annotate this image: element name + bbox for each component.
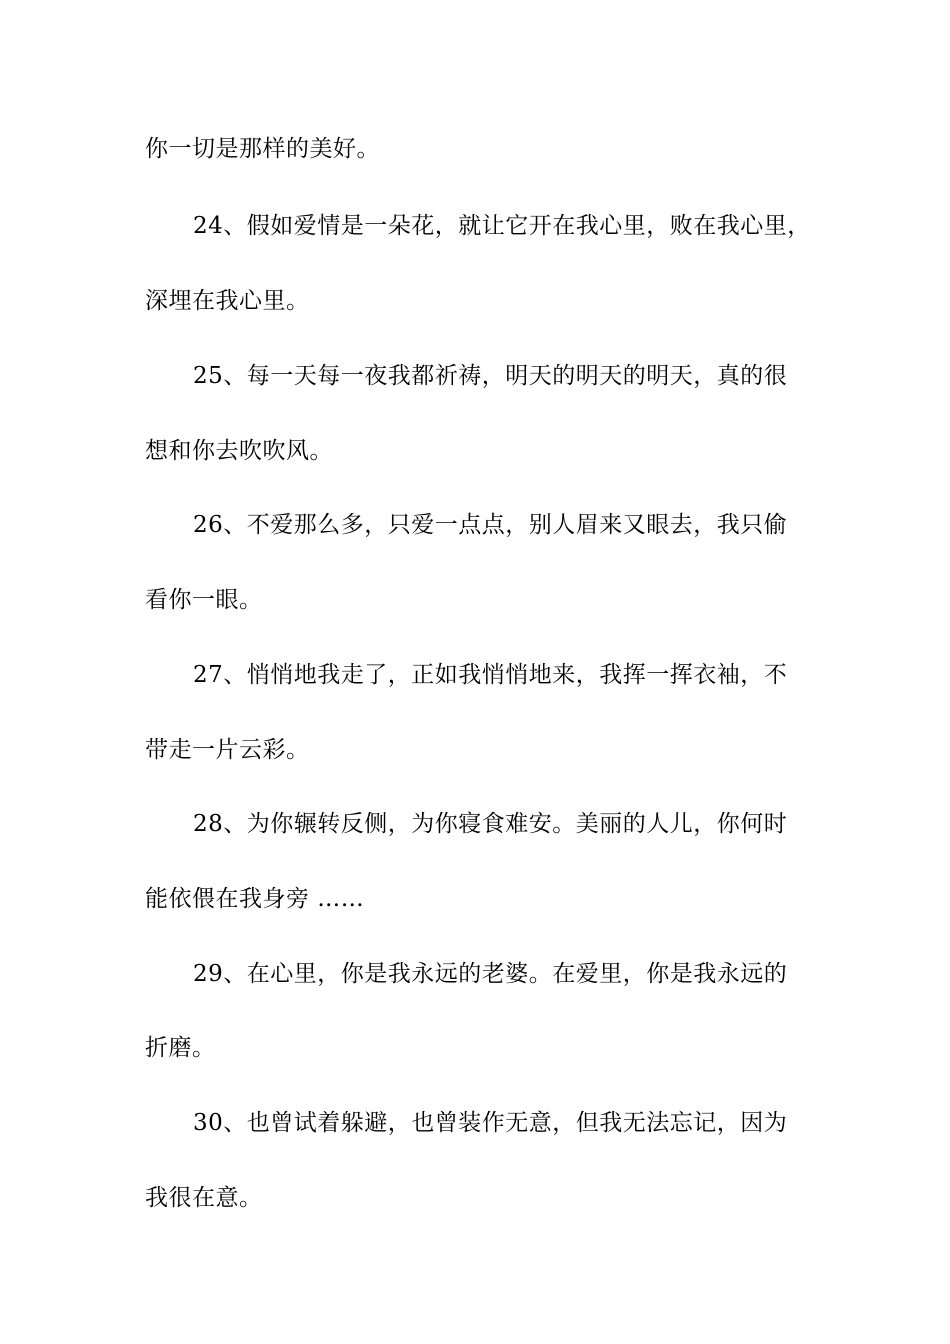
text-line: 带走一片云彩。 xyxy=(145,737,310,763)
list-item-30: 30、也曾试着躲避，也曾装作无意，但我无法忘记，因为 xyxy=(193,1110,788,1136)
text-line: 深埋在我心里。 xyxy=(145,288,310,314)
list-item-24: 24、假如爱情是一朵花，就让它开在我心里，败在我心里， xyxy=(193,213,811,239)
text-line: 我很在意。 xyxy=(145,1185,263,1211)
list-item-27: 27、悄悄地我走了，正如我悄悄地来，我挥一挥衣袖，不 xyxy=(193,662,788,688)
list-item-28: 28、为你辗转反侧，为你寝食难安。美丽的人儿，你何时 xyxy=(193,811,788,837)
text-line: 能依偎在我身旁 …… xyxy=(145,886,365,912)
list-item-29: 29、在心里，你是我永远的老婆。在爱里，你是我永远的 xyxy=(193,961,788,987)
text-line: 你一切是那样的美好。 xyxy=(145,136,380,162)
text-line: 看你一眼。 xyxy=(145,587,263,613)
list-item-26: 26、不爱那么多，只爱一点点，别人眉来又眼去，我只偷 xyxy=(193,512,788,538)
text-line: 折磨。 xyxy=(145,1035,216,1061)
text-line: 想和你去吹吹风。 xyxy=(145,438,333,464)
list-item-25: 25、每一天每一夜我都祈祷，明天的明天的明天，真的很 xyxy=(193,363,788,389)
